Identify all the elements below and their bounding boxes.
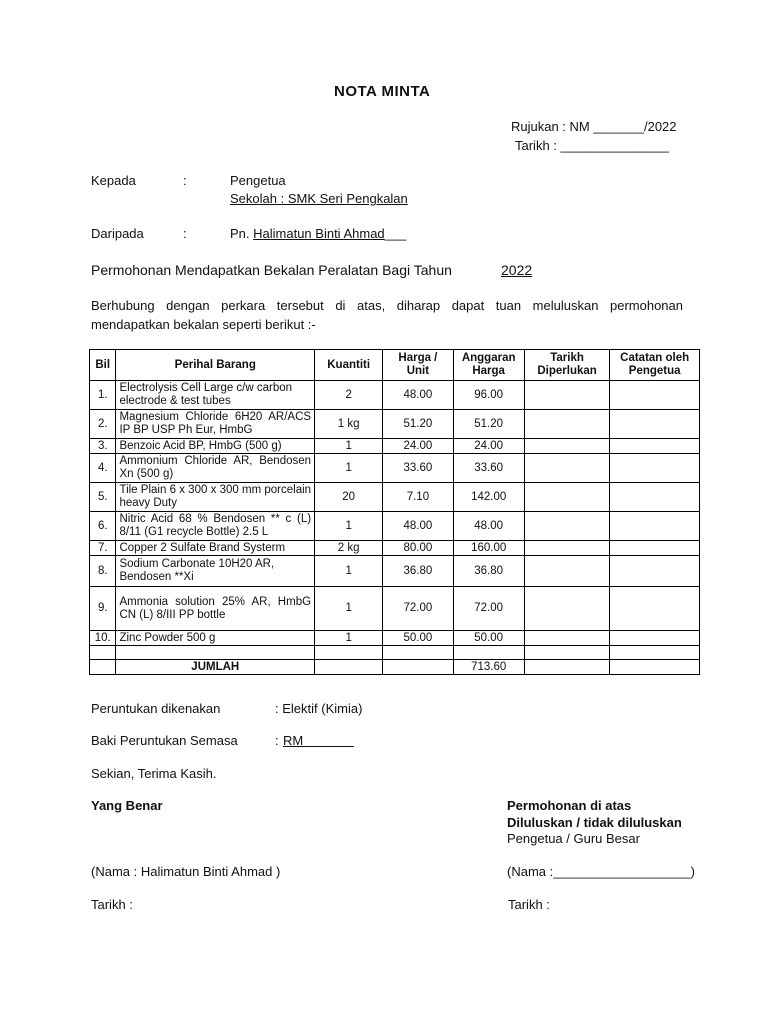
cell-unit-price: 7.10 <box>383 483 453 512</box>
cell-tarikh <box>524 483 610 512</box>
kepada-value: Pengetua <box>230 173 286 188</box>
table-row <box>90 541 700 556</box>
cell-catatan <box>610 556 700 587</box>
table-total-row <box>90 660 700 675</box>
cell-bil: 8. <box>90 556 116 587</box>
jumlah-value: 713.60 <box>453 660 524 675</box>
cell-tarikh <box>524 541 610 556</box>
kepada-colon: : <box>183 173 187 188</box>
cell-total: 48.00 <box>453 512 524 541</box>
cell-tarikh <box>524 410 610 439</box>
cell-empty <box>453 646 524 660</box>
cell-tarikh <box>524 381 610 410</box>
daripada-colon: : <box>183 226 187 241</box>
table-row <box>90 439 700 454</box>
cell-tarikh <box>524 512 610 541</box>
cell-empty <box>90 646 116 660</box>
table-row <box>90 454 700 483</box>
cell-empty <box>383 660 453 675</box>
cell-unit-price: 50.00 <box>383 631 453 646</box>
header-perihal: Perihal Barang <box>116 350 315 381</box>
cell-total: 142.00 <box>453 483 524 512</box>
cell-tarikh <box>524 454 610 483</box>
cell-item: Magnesium Chloride 6H20 AR/ACS IP BP USP Ph Eur, HmbG <box>116 410 315 439</box>
table-row-empty <box>90 646 700 660</box>
cell-total: 36.80 <box>453 556 524 587</box>
cell-total: 160.00 <box>453 541 524 556</box>
table-row <box>90 556 700 587</box>
table-row <box>90 410 700 439</box>
cell-bil: 1. <box>90 381 116 410</box>
cell-qty: 1 <box>315 454 383 483</box>
cell-empty <box>315 646 383 660</box>
cell-total: 33.60 <box>453 454 524 483</box>
daripada-prefix: Pn. <box>230 226 250 241</box>
daripada-value <box>230 226 406 241</box>
table-row <box>90 631 700 646</box>
cell-unit-price: 36.80 <box>383 556 453 587</box>
cell-bil: 5. <box>90 483 116 512</box>
cell-total: 96.00 <box>453 381 524 410</box>
cell-empty <box>116 646 315 660</box>
cell-unit-price: 80.00 <box>383 541 453 556</box>
cell-catatan <box>610 587 700 631</box>
approval-line-1: Permohonan di atas <box>507 798 632 813</box>
header-harga-unit: Harga / Unit <box>383 350 453 381</box>
baki-value: RM <box>283 733 354 748</box>
cell-catatan <box>610 631 700 646</box>
right-tarikh: Tarikh : <box>508 897 550 912</box>
cell-tarikh <box>524 631 610 646</box>
cell-unit-price: 48.00 <box>383 512 453 541</box>
baki-colon: : <box>275 733 279 748</box>
cell-bil: 6. <box>90 512 116 541</box>
cell-empty <box>610 646 700 660</box>
cell-qty: 20 <box>315 483 383 512</box>
cell-catatan <box>610 483 700 512</box>
cell-empty <box>383 646 453 660</box>
daripada-name: Halimatun Binti Ahmad <box>253 226 385 241</box>
cell-catatan <box>610 541 700 556</box>
cell-catatan <box>610 512 700 541</box>
cell-unit-price: 33.60 <box>383 454 453 483</box>
cell-catatan <box>610 410 700 439</box>
left-tarikh: Tarikh : <box>91 897 133 912</box>
cell-total: 24.00 <box>453 439 524 454</box>
cell-total: 51.20 <box>453 410 524 439</box>
cell-item: Benzoic Acid BP, HmbG (500 g) <box>116 439 315 454</box>
table-header-row <box>90 350 700 381</box>
table-row <box>90 587 700 631</box>
items-table <box>89 349 700 675</box>
cell-qty: 1 <box>315 512 383 541</box>
intro-paragraph: Berhubung dengan perkara tersebut di atas, diharap dapat tuan meluluskan permohonan mendapatkan bekalan seperti berikut :- <box>91 298 683 332</box>
header-anggaran: Anggaran Harga <box>453 350 524 381</box>
cell-qty: 1 <box>315 587 383 631</box>
closing-text: Sekian, Terima Kasih. <box>91 766 217 781</box>
sekolah-name: Sekolah : SMK Seri Pengkalan <box>230 191 408 206</box>
header-tarikh: Tarikh Diperlukan <box>524 350 610 381</box>
approval-line-3: Pengetua / Guru Besar <box>507 831 640 846</box>
cell-bil: 10. <box>90 631 116 646</box>
cell-empty <box>315 660 383 675</box>
cell-total: 50.00 <box>453 631 524 646</box>
header-catatan: Catatan oleh Pengetua <box>610 350 700 381</box>
table-row <box>90 483 700 512</box>
left-nama: (Nama : Halimatun Binti Ahmad ) <box>91 864 281 879</box>
cell-unit-price: 48.00 <box>383 381 453 410</box>
cell-bil: 3. <box>90 439 116 454</box>
cell-unit-price: 72.00 <box>383 587 453 631</box>
cell-qty: 1 kg <box>315 410 383 439</box>
cell-item: Tile Plain 6 x 300 x 300 mm porcelain heavy Duty <box>116 483 315 512</box>
cell-bil: 2. <box>90 410 116 439</box>
cell-item: Electrolysis Cell Large c/w carbon electrode & test tubes <box>116 381 315 410</box>
header-kuantiti: Kuantiti <box>315 350 383 381</box>
subject-year: 2022 <box>501 262 533 278</box>
jumlah-label: JUMLAH <box>116 660 315 675</box>
cell-qty: 1 <box>315 631 383 646</box>
cell-catatan <box>610 439 700 454</box>
cell-unit-price: 24.00 <box>383 439 453 454</box>
cell-tarikh <box>524 587 610 631</box>
cell-unit-price: 51.20 <box>383 410 453 439</box>
cell-qty: 2 kg <box>315 541 383 556</box>
cell-item: Sodium Carbonate 10H20 AR, Bendosen **Xi <box>116 556 315 587</box>
page-title: NOTA MINTA <box>334 83 431 100</box>
cell-item: Ammonia solution 25% AR, HmbG CN (L) 8/III PP bottle <box>116 587 315 631</box>
daripada-label: Daripada <box>91 226 144 241</box>
tarikh-top-line: Tarikh : _______________ <box>515 138 669 153</box>
peruntukan-label: Peruntukan dikenakan <box>91 701 221 716</box>
subject-text: Permohonan Mendapatkan Bekalan Peralatan Bagi Tahun <box>91 262 452 278</box>
cell-catatan <box>610 454 700 483</box>
cell-qty: 1 <box>315 556 383 587</box>
cell-bil: 9. <box>90 587 116 631</box>
table-row <box>90 381 700 410</box>
cell-empty <box>524 646 610 660</box>
kepada-label: Kepada <box>91 173 136 188</box>
cell-item: Copper 2 Sulfate Brand Systerm <box>116 541 315 556</box>
cell-tarikh <box>524 556 610 587</box>
header-bil: Bil <box>90 350 116 381</box>
cell-qty: 2 <box>315 381 383 410</box>
daripada-underline-tail: ___ <box>384 226 407 241</box>
cell-empty <box>610 660 700 675</box>
cell-item: Nitric Acid 68 % Bendosen ** c (L) 8/11 (G1 recycle Bottle) 2.5 L <box>116 512 315 541</box>
approval-line-2: Diluluskan / tidak diluluskan <box>507 815 682 830</box>
cell-bil: 4. <box>90 454 116 483</box>
table-row <box>90 512 700 541</box>
cell-empty <box>524 660 610 675</box>
cell-qty: 1 <box>315 439 383 454</box>
cell-bil: 7. <box>90 541 116 556</box>
peruntukan-value: : Elektif (Kimia) <box>275 701 363 716</box>
rujukan-line: Rujukan : NM _______/2022 <box>511 119 677 134</box>
cell-tarikh <box>524 439 610 454</box>
cell-item: Ammonium Chloride AR, Bendosen Xn (500 g) <box>116 454 315 483</box>
yang-benar: Yang Benar <box>91 798 163 813</box>
cell-total: 72.00 <box>453 587 524 631</box>
right-nama: (Nama :___________________) <box>507 864 695 879</box>
cell-item: Zinc Powder 500 g <box>116 631 315 646</box>
cell-catatan <box>610 381 700 410</box>
baki-label: Baki Peruntukan Semasa <box>91 733 238 748</box>
cell-empty <box>90 660 116 675</box>
